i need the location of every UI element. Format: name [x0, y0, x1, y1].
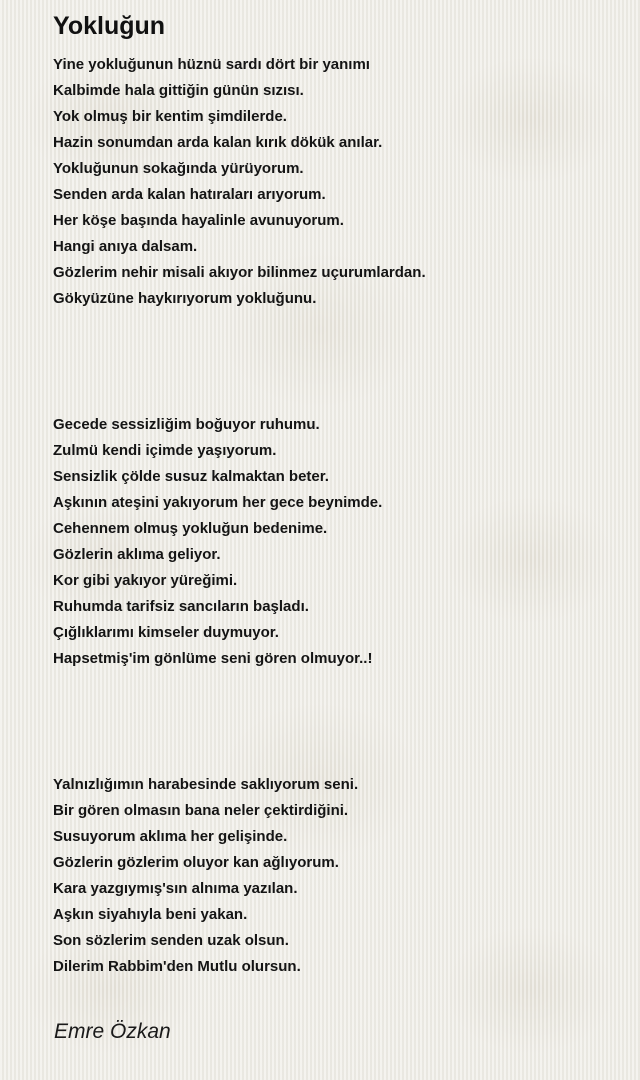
- poem-line: Gözlerin gözlerim oluyor kan ağlıyorum.: [53, 854, 339, 871]
- poem-line: Kor gibi yakıyor yüreğimi.: [53, 572, 238, 589]
- poem-line: Ruhumda tarifsiz sancıların başladı.: [53, 598, 309, 615]
- poem-line: Zulmü kendi içimde yaşıyorum.: [53, 442, 277, 459]
- poem-line: Çığlıklarımı kimseler duymuyor.: [53, 624, 279, 641]
- stanza-2: [53, 412, 382, 672]
- poem-line: Gözlerim nehir misali akıyor bilinmez uçurumlardan.: [53, 264, 426, 281]
- poem-line: Yalnızlığımın harabesinde saklıyorum seni.: [53, 776, 359, 793]
- poem-line: Cehennem olmuş yokluğun bedenime.: [53, 520, 328, 537]
- stanza-1: [53, 52, 426, 312]
- poem-line: Hangi anıya dalsam.: [53, 238, 198, 255]
- poem-line: Hazin sonumdan arda kalan kırık dökük anılar.: [53, 134, 383, 151]
- stanza-3: [53, 772, 358, 980]
- poem-line: Son sözlerim senden uzak olsun.: [53, 932, 289, 949]
- poem-line: Hapsetmiş'im gönlüme seni gören olmuyor..!: [53, 650, 373, 667]
- poem-line: Dilerim Rabbim'den Mutlu olursun.: [53, 958, 301, 975]
- poem-author: Emre Özkan: [54, 1020, 171, 1043]
- poem-title: Yokluğun: [53, 12, 166, 40]
- poem-line: Senden arda kalan hatıraları arıyorum.: [53, 186, 326, 203]
- poem-line: Bir gören olmasın bana neler çektirdiğini.: [53, 802, 349, 819]
- poem-line: Gecede sessizliğim boğuyor ruhumu.: [53, 416, 320, 433]
- poem-line: Yok olmuş bir kentim şimdilerde.: [53, 108, 287, 125]
- poem-line: Aşkın siyahıyla beni yakan.: [53, 906, 248, 923]
- poem-line: Gözlerin aklıma geliyor.: [53, 546, 221, 563]
- poem-line: Sensizlik çölde susuz kalmaktan beter.: [53, 468, 329, 485]
- poem-line: Kalbimde hala gittiğin günün sızısı.: [53, 82, 304, 99]
- poem-line: Aşkının ateşini yakıyorum her gece beynimde.: [53, 494, 383, 511]
- poem-line: Gökyüzüne haykırıyorum yokluğunu.: [53, 290, 317, 307]
- poem-line: Her köşe başında hayalinle avunuyorum.: [53, 212, 344, 229]
- poem-line: Yine yokluğunun hüznü sardı dört bir yanımı: [53, 56, 370, 73]
- poem-line: Kara yazgıymış'sın alnıma yazılan.: [53, 880, 298, 897]
- poem-line: Yokluğunun sokağında yürüyorum.: [53, 160, 304, 177]
- poem-line: Susuyorum aklıma her gelişinde.: [53, 828, 288, 845]
